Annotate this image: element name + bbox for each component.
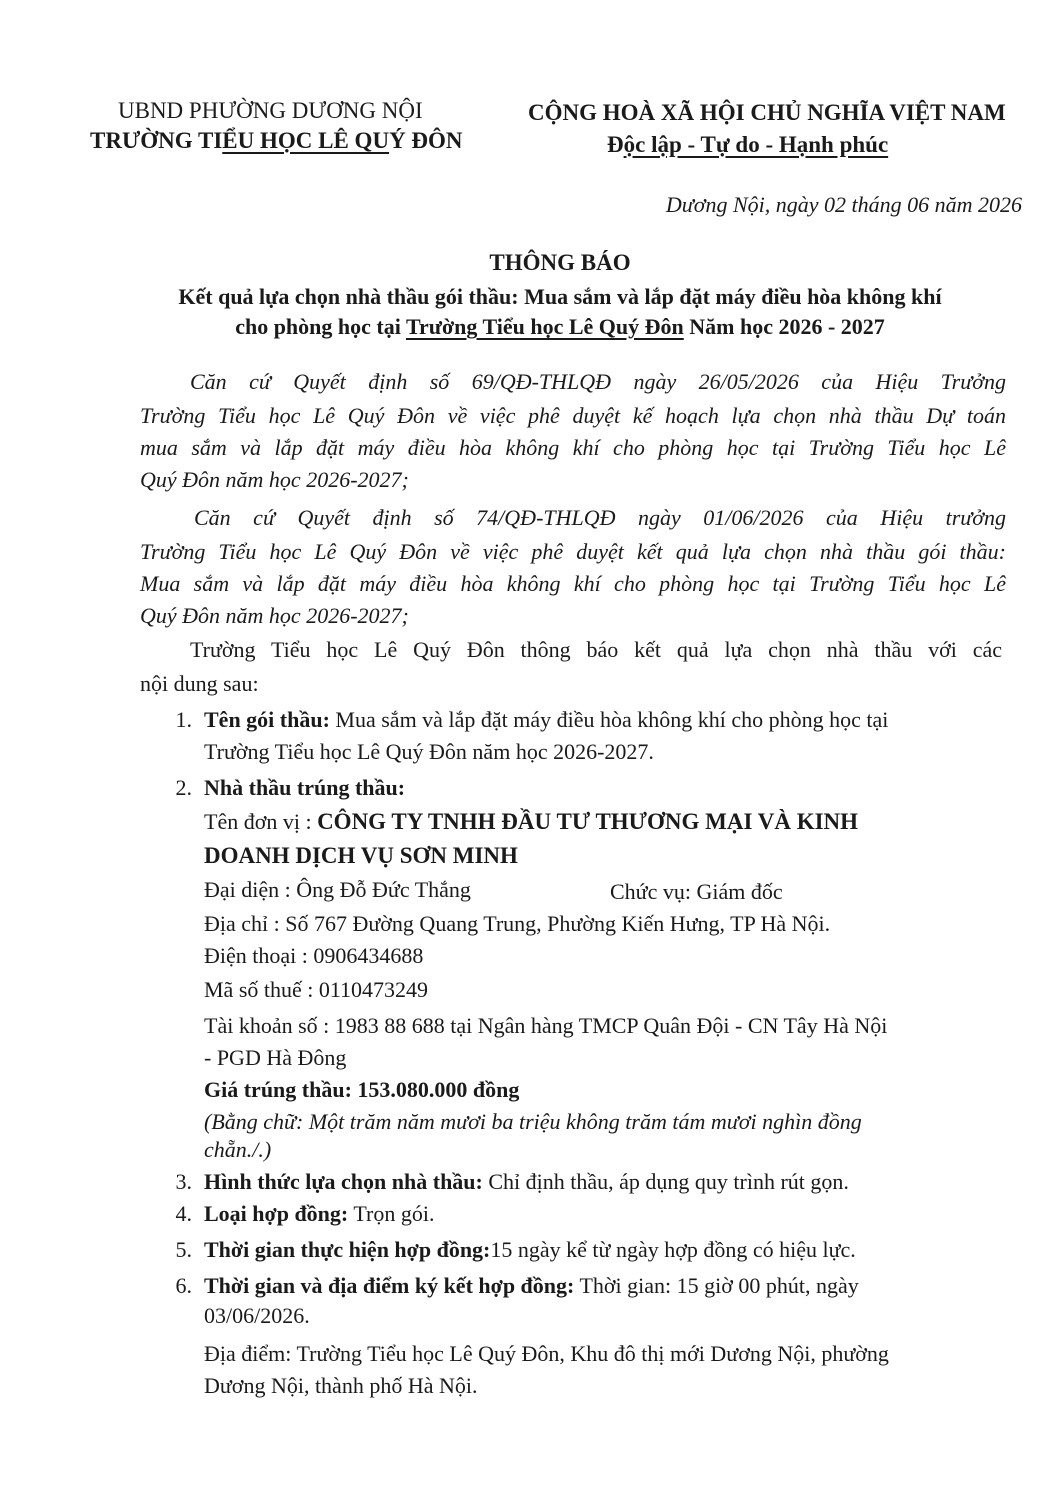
contractor-representative: Đại diện : Ông Đỗ Đức Thắng <box>204 877 471 902</box>
date-line: Dương Nội, ngày 02 tháng 06 năm 2026 <box>665 192 1022 217</box>
contractor-unit-label: Tên đơn vị : <box>204 809 318 834</box>
basis-1-line3: mua sắm và lắp đặt máy điều hòa không khí cho phòng học tại Trường Tiểu học Lê <box>140 435 1006 460</box>
item-5-number: 5. <box>175 1237 192 1262</box>
item-6-label: Thời gian và địa điểm ký kết hợp đồng: <box>204 1273 575 1298</box>
winning-price: Giá trúng thầu: 153.080.000 đồng <box>204 1077 520 1102</box>
item-3-line <box>204 1166 849 1198</box>
item-3-number: 3. <box>175 1169 192 1194</box>
subtitle-part2: Trường Tiểu học Lê Quý Đôn <box>405 314 684 339</box>
doc-subtitle-line1: Kết quả lựa chọn nhà thầu gói thầu: Mua sắm và lắp đặt máy điều hòa không khí <box>178 284 942 309</box>
subtitle-part1: cho phòng học tại <box>235 314 406 339</box>
item-4-number: 4. <box>175 1201 192 1226</box>
org-name-part1: TRƯỜNG TI <box>90 128 223 153</box>
doc-subtitle-line2 <box>0 312 1060 342</box>
basis-2-line2: Trường Tiểu học Lê Quý Đôn về việc phê duyệt kết quả lựa chọn nhà thầu gói thầu: <box>140 539 1006 564</box>
contractor-account-line1: Tài khoản số : 1983 88 688 tại Ngân hàng TMCP Quân Đội - CN Tây Hà Nội <box>204 1013 888 1038</box>
item-6-line1 <box>204 1270 859 1302</box>
item-4-label: Loại hợp đồng: <box>204 1201 349 1226</box>
national-title: CỘNG HOÀ XÃ HỘI CHỦ NGHĨA VIỆT NAM <box>528 100 1006 125</box>
item-2-number: 2. <box>175 775 192 800</box>
item-1-label: Tên gói thầu: <box>204 707 330 732</box>
doc-title: THÔNG BÁO <box>489 250 631 275</box>
org-parent: UBND PHƯỜNG DƯƠNG NỘI <box>118 98 423 123</box>
contractor-name-line1 <box>204 806 858 838</box>
contractor-name-line2: DOANH DỊCH VỤ SƠN MINH <box>204 843 518 868</box>
signing-place-line1: Địa điểm: Trường Tiểu học Lê Quý Đôn, Khu đô thị mới Dương Nội, phường <box>204 1341 889 1366</box>
item-6-number: 6. <box>175 1273 192 1298</box>
signing-place-line2: Dương Nội, thành phố Hà Nội. <box>204 1373 478 1398</box>
item-5-line <box>204 1234 856 1266</box>
item-4-line <box>204 1198 434 1230</box>
item-6-text: Thời gian: 15 giờ 00 phút, ngày <box>574 1273 859 1298</box>
org-name <box>90 126 463 156</box>
national-motto <box>607 130 888 160</box>
basis-2-line3: Mua sắm và lắp đặt máy điều hòa không khí cho phòng học tại Trường Tiểu học Lê <box>140 571 1006 596</box>
basis-1-line2: Trường Tiểu học Lê Quý Đôn về việc phê duyệt kế hoạch lựa chọn nhà thầu Dự toán <box>140 403 1006 428</box>
contractor-account-line2: - PGD Hà Đông <box>204 1045 347 1070</box>
price-in-words-line1: (Bằng chữ: Một trăm năm mươi ba triệu không trăm tám mươi nghìn đồng <box>204 1109 862 1134</box>
subtitle-part3: Năm học 2026 - 2027 <box>683 314 885 339</box>
item-5-label: Thời gian thực hiện hợp đồng: <box>204 1237 491 1262</box>
item-1-line1 <box>204 704 888 736</box>
contractor-address: Địa chỉ : Số 767 Đường Quang Trung, Phường Kiến Hưng, TP Hà Nội. <box>204 911 831 936</box>
item-5-text: 15 ngày kể từ ngày hợp đồng có hiệu lực. <box>490 1237 856 1262</box>
intro-line2: nội dung sau: <box>140 671 259 696</box>
item-1-text: Mua sắm và lắp đặt máy điều hòa không khí cho phòng học tại <box>329 707 889 732</box>
item-3-text: Chỉ định thầu, áp dụng quy trình rút gọn. <box>482 1169 849 1194</box>
basis-2-line4: Quý Đôn năm học 2026-2027; <box>140 603 409 628</box>
item-1-number: 1. <box>175 707 192 732</box>
motto-part2: ộc lập - Tự do - Hạnh phúc <box>623 132 889 157</box>
item-6-line2: 03/06/2026. <box>204 1303 310 1328</box>
basis-2-line1: Căn cứ Quyết định số 74/QĐ-THLQĐ ngày 01/06/2026 của Hiệu trưởng <box>194 505 1006 530</box>
price-in-words-line2: chẵn./.) <box>204 1137 272 1162</box>
item-3-label: Hình thức lựa chọn nhà thầu: <box>204 1169 483 1194</box>
item-1-line2: Trường Tiểu học Lê Quý Đôn năm học 2026-2027. <box>204 739 654 764</box>
contractor-name-part1: CÔNG TY TNHH ĐẦU TƯ THƯƠNG MẠI VÀ KINH <box>317 809 859 834</box>
item-4-text: Trọn gói. <box>348 1201 435 1226</box>
basis-1-line4: Quý Đôn năm học 2026-2027; <box>140 467 409 492</box>
org-name-part2: ỂU HỌC LÊ QU <box>222 128 390 153</box>
basis-1-line1: Căn cứ Quyết định số 69/QĐ-THLQĐ ngày 26/05/2026 của Hiệu Trưởng <box>190 369 1006 394</box>
contractor-tax-code: Mã số thuế : 0110473249 <box>204 977 429 1002</box>
contractor-phone: Điện thoại : 0906434688 <box>204 943 424 968</box>
contractor-position: Chức vụ: Giám đốc <box>610 879 783 904</box>
motto-part1: Đ <box>607 132 624 157</box>
intro-line1: Trường Tiểu học Lê Quý Đôn thông báo kết quả lựa chọn nhà thầu với các <box>190 637 1002 662</box>
item-2-label: Nhà thầu trúng thầu: <box>204 775 406 800</box>
org-name-part3: Ý ĐÔN <box>389 128 463 153</box>
